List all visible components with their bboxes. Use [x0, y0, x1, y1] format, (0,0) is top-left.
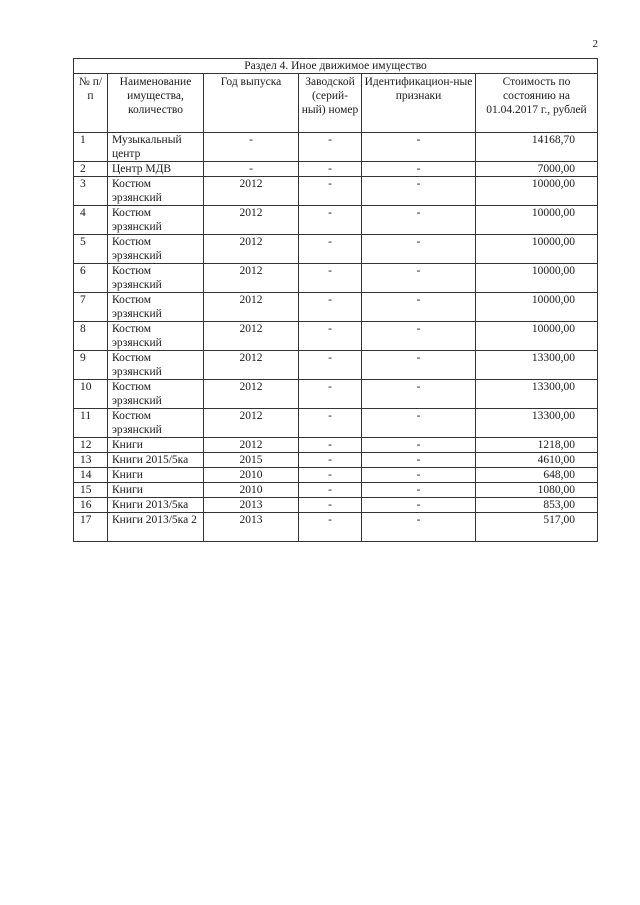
- cell-num: 13: [74, 453, 108, 468]
- cell-name: Музыкальный центр: [108, 133, 204, 162]
- cell-ident: -: [362, 351, 476, 380]
- cell-num: 7: [74, 293, 108, 322]
- cell-num: 10: [74, 380, 108, 409]
- cell-name: Костюм эрзянский: [108, 235, 204, 264]
- cell-year: 2012: [204, 177, 299, 206]
- cell-serial: -: [299, 498, 362, 513]
- cell-cost: 1218,00: [476, 438, 598, 453]
- cell-serial: -: [299, 438, 362, 453]
- cell-ident: -: [362, 438, 476, 453]
- cell-name: Костюм эрзянский: [108, 293, 204, 322]
- cell-cost: 853,00: [476, 498, 598, 513]
- cell-cost: 13300,00: [476, 351, 598, 380]
- cell-name: Костюм эрзянский: [108, 322, 204, 351]
- cell-cost: 10000,00: [476, 235, 598, 264]
- cell-serial: -: [299, 453, 362, 468]
- cell-year: 2012: [204, 409, 299, 438]
- cell-year: 2015: [204, 453, 299, 468]
- table-row: [74, 177, 598, 206]
- table-row: [74, 409, 598, 438]
- cell-serial: -: [299, 380, 362, 409]
- cell-ident: -: [362, 177, 476, 206]
- cell-ident: -: [362, 206, 476, 235]
- cell-name: Книги 2015/5ка: [108, 453, 204, 468]
- page-number: 2: [592, 38, 598, 50]
- table-row: [74, 453, 598, 468]
- table-body: [74, 133, 598, 542]
- cell-serial: -: [299, 162, 362, 177]
- table-row: [74, 513, 598, 542]
- table-row: [74, 133, 598, 162]
- cell-ident: -: [362, 483, 476, 498]
- table-row: [74, 235, 598, 264]
- property-table: [73, 58, 598, 542]
- cell-year: 2010: [204, 468, 299, 483]
- cell-ident: -: [362, 380, 476, 409]
- cell-serial: -: [299, 264, 362, 293]
- cell-serial: -: [299, 177, 362, 206]
- cell-serial: -: [299, 351, 362, 380]
- header-row: [74, 74, 598, 133]
- cell-serial: -: [299, 468, 362, 483]
- cell-num: 15: [74, 483, 108, 498]
- cell-cost: 14168,70: [476, 133, 598, 162]
- cell-name: Книги 2013/5ка: [108, 498, 204, 513]
- cell-name: Книги: [108, 468, 204, 483]
- cell-name: Книги: [108, 438, 204, 453]
- table-row: [74, 293, 598, 322]
- cell-year: 2013: [204, 498, 299, 513]
- cell-num: 12: [74, 438, 108, 453]
- cell-year: 2012: [204, 438, 299, 453]
- cell-num: 17: [74, 513, 108, 542]
- cell-serial: -: [299, 133, 362, 162]
- header-num: № п/п: [74, 74, 108, 133]
- cell-serial: -: [299, 293, 362, 322]
- cell-year: 2013: [204, 513, 299, 542]
- cell-serial: -: [299, 235, 362, 264]
- cell-num: 6: [74, 264, 108, 293]
- cell-name: Костюм эрзянский: [108, 177, 204, 206]
- section-title-row: [74, 59, 598, 74]
- table-row: [74, 483, 598, 498]
- table-row: [74, 206, 598, 235]
- cell-name: Костюм эрзянский: [108, 264, 204, 293]
- cell-ident: -: [362, 264, 476, 293]
- cell-serial: -: [299, 206, 362, 235]
- cell-year: -: [204, 133, 299, 162]
- cell-year: 2012: [204, 380, 299, 409]
- table-row: [74, 468, 598, 483]
- section-title: Раздел 4. Иное движимое имущество: [74, 59, 598, 74]
- table-row: [74, 264, 598, 293]
- cell-cost: 10000,00: [476, 177, 598, 206]
- cell-cost: 10000,00: [476, 206, 598, 235]
- cell-num: 2: [74, 162, 108, 177]
- header-ident: Идентификацион-ные признаки: [362, 74, 476, 133]
- cell-year: 2010: [204, 483, 299, 498]
- cell-year: 2012: [204, 293, 299, 322]
- cell-num: 14: [74, 468, 108, 483]
- cell-serial: -: [299, 322, 362, 351]
- cell-ident: -: [362, 133, 476, 162]
- cell-cost: 10000,00: [476, 264, 598, 293]
- cell-ident: -: [362, 322, 476, 351]
- cell-name: Костюм эрзянский: [108, 206, 204, 235]
- cell-cost: 13300,00: [476, 409, 598, 438]
- cell-name: Книги 2013/5ка 2: [108, 513, 204, 542]
- cell-serial: -: [299, 513, 362, 542]
- cell-num: 4: [74, 206, 108, 235]
- cell-name: Костюм эрзянский: [108, 380, 204, 409]
- header-cost: Стоимость по состоянию на 01.04.2017 г., рублей: [476, 74, 598, 133]
- cell-ident: -: [362, 409, 476, 438]
- header-year: Год выпуска: [204, 74, 299, 133]
- table-row: [74, 438, 598, 453]
- cell-cost: 13300,00: [476, 380, 598, 409]
- cell-cost: 10000,00: [476, 293, 598, 322]
- cell-cost: 10000,00: [476, 322, 598, 351]
- cell-ident: -: [362, 468, 476, 483]
- cell-ident: -: [362, 235, 476, 264]
- cell-ident: -: [362, 498, 476, 513]
- cell-num: 11: [74, 409, 108, 438]
- header-name: Наименование имущества, количество: [108, 74, 204, 133]
- cell-name: Книги: [108, 483, 204, 498]
- cell-cost: 7000,00: [476, 162, 598, 177]
- table-row: [74, 380, 598, 409]
- cell-num: 5: [74, 235, 108, 264]
- cell-num: 3: [74, 177, 108, 206]
- cell-year: 2012: [204, 206, 299, 235]
- cell-cost: 1080,00: [476, 483, 598, 498]
- table-row: [74, 351, 598, 380]
- cell-serial: -: [299, 409, 362, 438]
- cell-ident: -: [362, 162, 476, 177]
- cell-name: Костюм эрзянский: [108, 351, 204, 380]
- cell-name: Центр МДВ: [108, 162, 204, 177]
- cell-year: -: [204, 162, 299, 177]
- cell-cost: 517,00: [476, 513, 598, 542]
- cell-year: 2012: [204, 264, 299, 293]
- table-row: [74, 498, 598, 513]
- cell-cost: 648,00: [476, 468, 598, 483]
- table-row: [74, 162, 598, 177]
- cell-num: 1: [74, 133, 108, 162]
- table-row: [74, 322, 598, 351]
- cell-name: Костюм эрзянский: [108, 409, 204, 438]
- cell-num: 8: [74, 322, 108, 351]
- cell-ident: -: [362, 293, 476, 322]
- cell-year: 2012: [204, 322, 299, 351]
- cell-num: 9: [74, 351, 108, 380]
- cell-ident: -: [362, 453, 476, 468]
- cell-ident: -: [362, 513, 476, 542]
- property-table-container: [73, 58, 597, 542]
- header-serial: Заводской (серий-ный) номер: [299, 74, 362, 133]
- cell-num: 16: [74, 498, 108, 513]
- cell-year: 2012: [204, 235, 299, 264]
- cell-cost: 4610,00: [476, 453, 598, 468]
- cell-serial: -: [299, 483, 362, 498]
- cell-year: 2012: [204, 351, 299, 380]
